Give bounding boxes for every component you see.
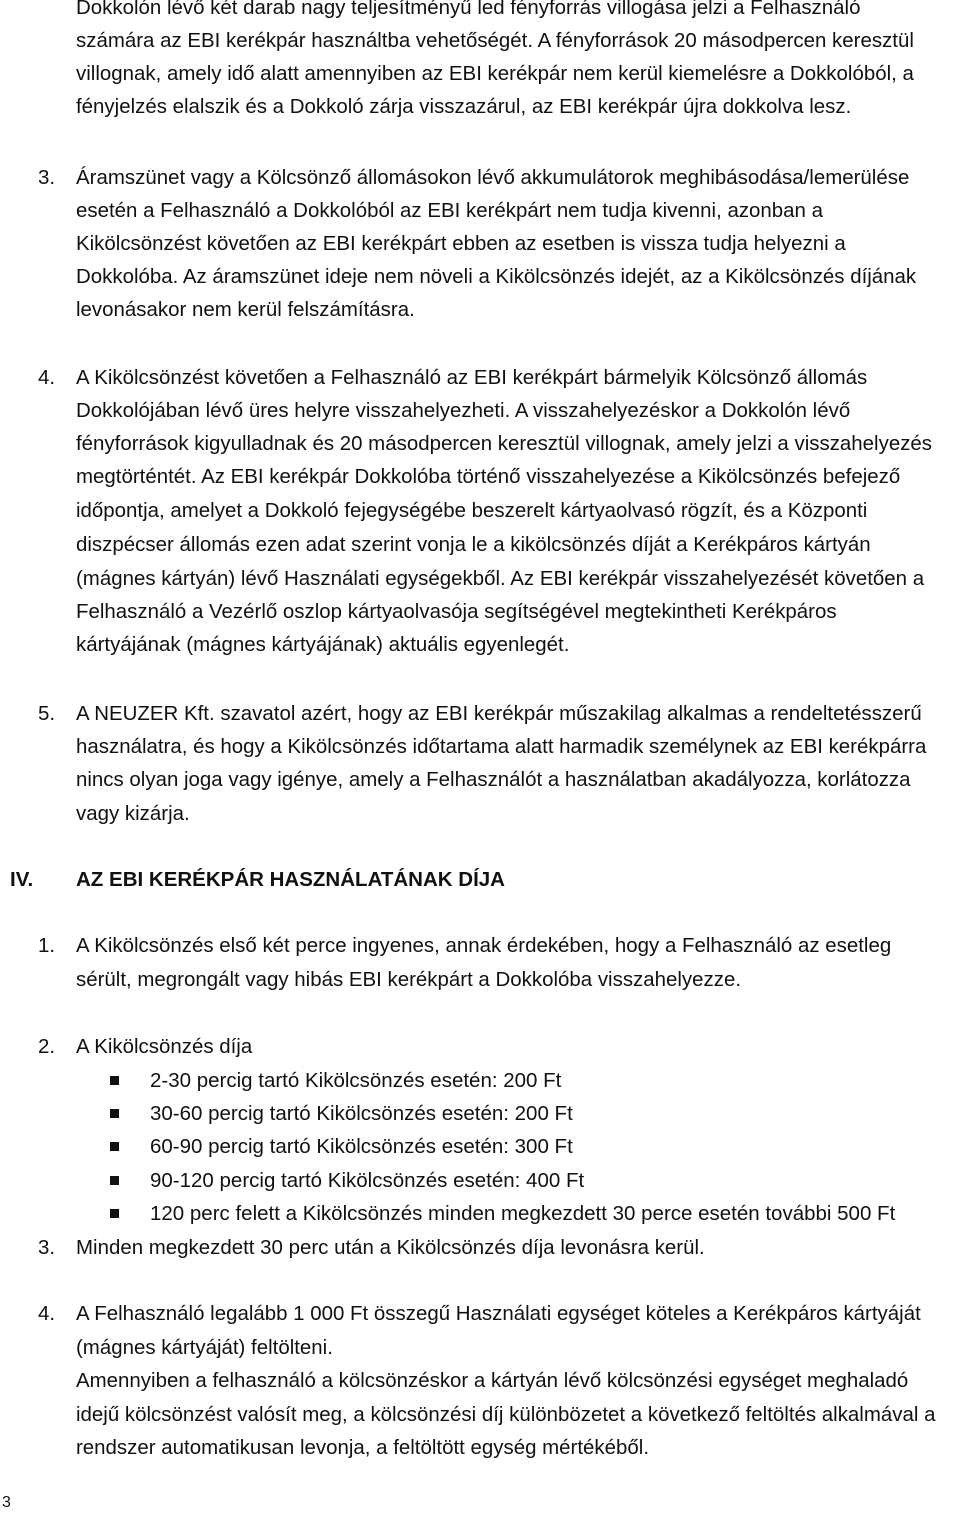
paragraph-line: rendszer automatikusan levonja, a feltöltött egység mértékéből. [76, 1436, 650, 1459]
square-bullet-icon [110, 1142, 119, 1151]
paragraph-line: levonásakor nem kerül felszámításra. [76, 298, 415, 321]
fee-item-text: 90-120 percig tartó Kikölcsönzés esetén: 400 Ft [150, 1169, 585, 1192]
paragraph-line: villognak, amely idő alatt amennyiben az EBI kerékpár nem kerül kiemelésre a Dokkolóból, a [76, 62, 914, 85]
paragraph-line: idejű kölcsönzést valósít meg, a kölcsönzési díj különbözetet a következő feltöltés alkalmával a [76, 1403, 936, 1426]
square-bullet-icon [110, 1076, 119, 1085]
paragraph-line: nincs olyan joga vagy igénye, amely a Felhasználót a használatban akadályozza, korlátozza [76, 768, 911, 791]
paragraph-line: A Felhasználó legalább 1 000 Ft összegű Használati egységet köteles a Kerékpáros kártyáját [76, 1302, 921, 1325]
list-number: 5. [38, 702, 56, 725]
paragraph-line: Áramszünet vagy a Kölcsönző állomásokon lévő akkumulátorok meghibásodása/lemerülése [76, 166, 910, 189]
fee-item-text: 30-60 percig tartó Kikölcsönzés esetén: 200 Ft [150, 1102, 573, 1125]
paragraph-line: fényjelzés elalszik és a Dokkoló zárja visszazárul, az EBI kerékpár újra dokkolva lesz. [76, 95, 852, 118]
paragraph-line: használatra, és hogy a Kikölcsönzés időtartama alatt harmadik személynek az EBI kerékpárra [76, 735, 927, 758]
paragraph-line: Amennyiben a felhasználó a kölcsönzéskor a kártyán lévő kölcsönzési egységet meghaladó [76, 1369, 909, 1392]
list-number: 2. [38, 1035, 56, 1058]
paragraph-line: számára az EBI kerékpár használtba vehetőségét. A fényforrások 20 másodpercen keresztül [76, 29, 914, 52]
paragraph-line: Dokkolójában lévő üres helyre visszahelyezheti. A visszahelyezéskor a Dokkolón lévő [76, 399, 851, 422]
list-number: 1. [38, 934, 56, 957]
paragraph-line: Felhasználó a Vezérlő oszlop kártyaolvasója segítségével megtekintheti Kerékpáros [76, 600, 837, 623]
paragraph-line: diszpécser állomás ezen adat szerint vonja le a kikölcsönzés díját a Kerékpáros kártyán [76, 533, 871, 556]
square-bullet-icon [110, 1209, 119, 1218]
paragraph-line: (mágnes kártyáját) feltölteni. [76, 1336, 333, 1359]
fee-item-text: 60-90 percig tartó Kikölcsönzés esetén: 300 Ft [150, 1135, 573, 1158]
paragraph-line: A NEUZER Kft. szavatol azért, hogy az EBI kerékpár műszakilag alkalmas a rendeltetésszerű [76, 702, 922, 725]
section-numeral: IV. [10, 868, 34, 891]
paragraph-line: kártyájának (mágnes kártyájának) aktuális egyenlegét. [76, 633, 570, 656]
fee-item [0, 1164, 960, 1197]
page-number: 3 [2, 1494, 11, 1511]
paragraph-line: Dokkolóba. Az áramszünet ideje nem növeli a Kikölcsönzés idejét, az a Kikölcsönzés díjának [76, 265, 917, 288]
paragraph-line: Dokkolón lévő két darab nagy teljesítményű led fényforrás villogása jelzi a Felhasználó [76, 0, 861, 19]
paragraph-line: fényforrások kigyulladnak és 20 másodpercen keresztül villognak, amely jelzi a visszahelyezés [76, 432, 933, 455]
square-bullet-icon [110, 1176, 119, 1185]
fee-item-text: 2-30 percig tartó Kikölcsönzés esetén: 200 Ft [150, 1069, 562, 1092]
list-number: 4. [38, 366, 56, 389]
fee-item [0, 1197, 960, 1230]
paragraph-line: megtörténtét. Az EBI kerékpár Dokkolóba történő visszahelyezése a Kikölcsönzés befejező [76, 465, 901, 488]
paragraph-line: sérült, megrongált vagy hibás EBI kerékpárt a Dokkolóba visszahelyezze. [76, 968, 742, 991]
fee-item [0, 1097, 960, 1130]
fee-item [0, 1130, 960, 1163]
paragraph-line: esetén a Felhasználó a Dokkolóból az EBI kerékpárt nem tudja kivenni, azonban a [76, 199, 823, 222]
list-number: 4. [38, 1302, 56, 1325]
paragraph-line: időpontja, amelyet a Dokkoló fejegységébe beszerelt kártyaolvasó rögzít, és a Központi [76, 499, 868, 522]
fee-item [0, 1064, 960, 1097]
fee-item-text: 120 perc felett a Kikölcsönzés minden megkezdett 30 perce esetén további 500 Ft [150, 1202, 896, 1225]
section-title: AZ EBI KERÉKPÁR HASZNÁLATÁNAK DÍJA [76, 868, 505, 891]
list-number: 3. [38, 166, 56, 189]
paragraph-line: (mágnes kártyán) lévő Használati egységekből. Az EBI kerékpár visszahelyezését követően a [76, 567, 925, 590]
list-number: 3. [38, 1236, 56, 1259]
paragraph-line: Kikölcsönzést követően az EBI kerékpárt ebben az esetben is vissza tudja helyezni a [76, 232, 846, 255]
square-bullet-icon [110, 1109, 119, 1118]
fee-list-title: A Kikölcsönzés díja [76, 1035, 253, 1058]
paragraph-line: A Kikölcsönzést követően a Felhasználó az EBI kerékpárt bármelyik Kölcsönző állomás [76, 366, 868, 389]
paragraph-line: A Kikölcsönzés első két perce ingyenes, annak érdekében, hogy a Felhasználó az esetleg [76, 934, 892, 957]
paragraph-line: vagy kizárja. [76, 802, 190, 825]
paragraph-line: Minden megkezdett 30 perc után a Kikölcsönzés díja levonásra kerül. [76, 1236, 705, 1259]
